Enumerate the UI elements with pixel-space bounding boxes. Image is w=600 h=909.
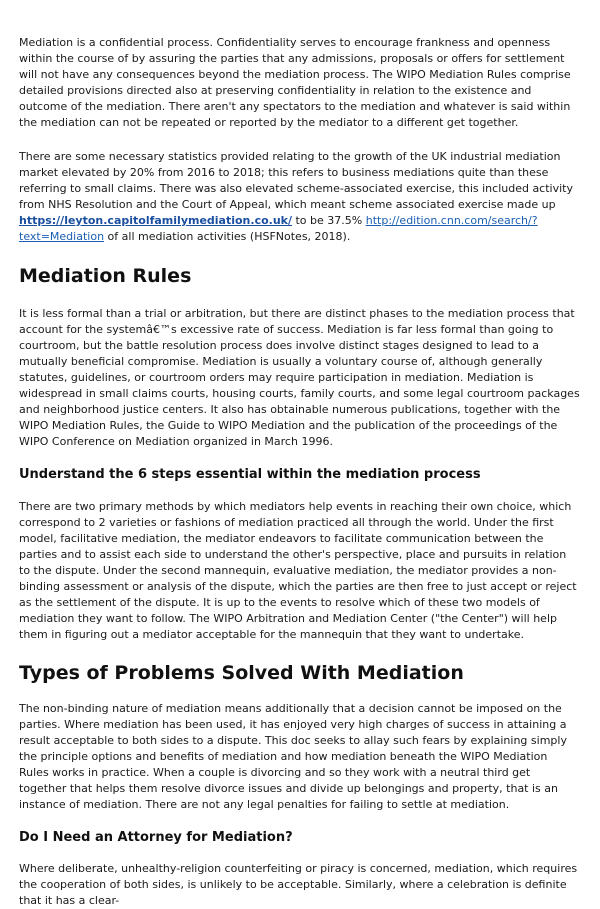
- paragraph-non-binding: The non-binding nature of mediation means additionally that a decision cannot be imposed on the parties. Where mediation has been used, it has enjoyed very high charges of success in attaining a result acceptable to both sides to a dispute. This doc seeks to allay such fears by explaining simply the principle options and benefits of mediation and how mediation beneath the WIPO Mediation Rules works in practice. When a couple is divorcing and so they work with a neutral third get together that helps them resolve divorce issues and divide up belongings and property, that is an instance of mediation. There are not any legal penalties for failing to settle at mediation.: [19, 702, 567, 811]
- heading-need-attorney: Do I Need an Attorney for Mediation?: [19, 830, 293, 845]
- statistics-text-middle: to be 37.5%: [292, 214, 366, 227]
- heading-mediation-rules: Mediation Rules: [19, 265, 192, 287]
- paragraph-rules: It is less formal than a trial or arbitration, but there are distinct phases to the mediation process that account for the systemâ€™s excessive rate of success. Mediation is far less formal than going to courtroom, but the battle resolution process does involve distinct stages designed to lead to a mutually beneficial compromise. Mediation is usually a voluntary course of, although generally statutes, guidelines, or courtroom orders may require participation in mediation. Mediation is widespread in small claims courts, housing courts, family courts, and some legal courtroom packages and neighborhood justice centers. It also has obtainable numerous publications, together with the WIPO Mediation Rules, the Guide to WIPO Mediation and the publication of the proceedings of the WIPO Conference on Mediation organized in March 1996.: [19, 307, 580, 448]
- cnn-search-link[interactable]: http://edition.cnn.com/search/?text=Mediation: [19, 214, 538, 243]
- paragraph-methods: There are two primary methods by which mediators help events in reaching their own choice, which correspond to 2 varieties or fashions of mediation practiced all through the world. Under the first model, facilitative mediation, the mediator endeavors to facilitate communication between the parties and to assist each side to understand the other's perspective, place and pursuits in relation to the dispute. Under the second mannequin, evaluative mediation, the mediator provides a non-binding assessment or analysis of the dispute, which the parties are then free to just accept or reject as the settlement of the dispute. It is up to the events to resolve which of these two models of mediation they want to follow. The WIPO Arbitration and Mediation Center ("the Center") will help them in figuring out a mediator acceptable for the mannequin that they want to undertake.: [19, 500, 577, 641]
- paragraph-confidentiality: Mediation is a confidential process. Confidentiality serves to encourage frankness and openness within the course of by assuring the parties that any admissions, proposals or offers for settlement will not have any consequences beyond the mediation process. The WIPO Mediation Rules comprise detailed provisions directed also at preserving confidentiality in relation to the existence and outcome of the mediation. There aren't any spectators to the mediation and whatever is said within the mediation can not be repeated or reported by the mediator to a different get together.: [19, 36, 571, 129]
- capitol-family-mediation-link[interactable]: https://leyton.capitolfamilymediation.co.uk/: [19, 214, 292, 227]
- statistics-text-end: of all mediation activities (HSFNotes, 2018).: [104, 230, 351, 243]
- paragraph-statistics: [19, 149, 580, 245]
- statistics-text-start: There are some necessary statistics provided relating to the growth of the UK industrial mediation market elevated by 20% from 2016 to 2018; this refers to business mediations quite than these referring to small claims. There was also elevated scheme-associated exercise, this included activity from NHS Resolution and the Court of Appeal, which meant scheme associated exercise made up: [19, 150, 573, 211]
- heading-six-steps: Understand the 6 steps essential within the mediation process: [19, 467, 481, 482]
- paragraph-counterfeiting: Where deliberate, unhealthy-religion counterfeiting or piracy is concerned, mediation, which requires the cooperation of both sides, is unlikely to be acceptable. Similarly, where a celebration is definite that it has a clear-: [19, 862, 578, 907]
- heading-types-of-problems: Types of Problems Solved With Mediation: [19, 662, 464, 684]
